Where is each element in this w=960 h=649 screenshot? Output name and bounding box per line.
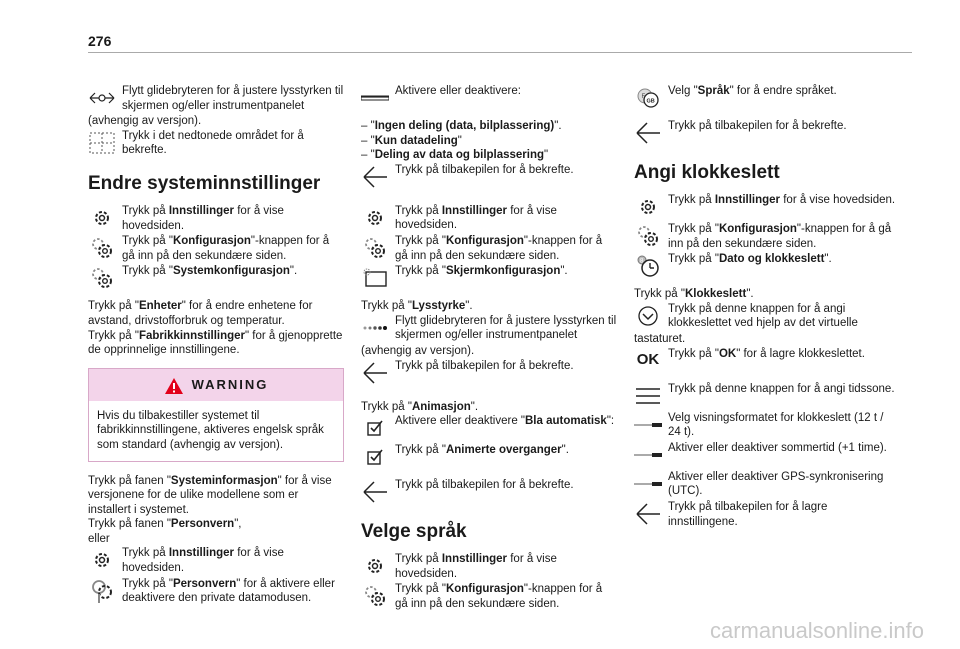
instruction-text: Trykk på tilbakepilen for å lagre innstillingene. [668,500,828,528]
list-item [361,552,617,581]
warning-triangle-icon [164,377,184,395]
section-heading: Endre systeminnstillinger [88,172,321,194]
list-item [361,314,617,343]
instruction-text: (avhengig av versjon). [88,115,202,128]
list-item [361,234,617,263]
paragraph: Trykk på "Animasjon". [361,400,479,413]
list-item [88,234,344,263]
watermark: carmanualsonline.info [709,618,924,644]
back-arrow-icon [361,163,389,191]
list-item [634,347,896,375]
top-rule [88,52,912,53]
paragraph: Trykk på "Fabrikkinnstillinger" for å gjenopprette de opprinnelige innstillingene. [88,329,343,357]
warning-title: WARNING [191,377,269,393]
instruction-text: Trykk på "Skjermkonfigurasjon". [395,265,568,278]
svg-text:8: 8 [640,258,644,265]
clock-icon [634,252,662,280]
list-item [634,441,896,469]
toggle-small-icon [634,411,662,439]
list-item [634,470,896,499]
paragraph: Trykk på fanen "Personvern", [88,518,242,531]
instruction-text: Trykk på "Konfigurasjon"-knappen for å gå inn på den sekundære siden. [395,234,603,262]
instruction-text: Trykk på Innstillinger for å vise hovedsiden. [395,553,557,580]
gears-icon [361,582,389,610]
paragraph: eller [88,532,110,545]
instruction-text: Trykk på Innstillinger for å vise hovedsiden. [122,547,284,575]
gears-icon [361,234,389,262]
dotted-grid-icon [88,129,116,157]
instruction-text: Trykk på tilbakepilen for å bekrefte. [668,120,847,132]
instruction-text: Trykk på tilbakepilen for å bekrefte. [395,163,574,176]
back-arrow-icon [634,500,662,528]
svg-text:F: F [641,94,646,100]
instruction-text: Trykk på "OK" for å lagre klokkeslettet. [668,347,865,360]
warning-box [88,368,344,462]
screen-icon [361,264,389,292]
warning-text: Hvis du tilbakestiller systemet til fabrikkinnstillingene, aktiveres engelsk språk som standard (avhengig av versjon). [89,401,343,461]
back-arrow-icon [361,478,389,506]
gear-icon [88,546,116,574]
privacy-icon [88,577,116,605]
gear-icon [361,204,389,232]
list-item [361,204,617,233]
list-item: – "Ingen deling (data, bilplassering)". [361,120,562,132]
instruction-text: Trykk på Innstillinger for å vise hovedsiden. [395,204,557,232]
gears-icon [634,222,662,250]
checkbox-icon [361,443,389,471]
back-arrow-icon [361,359,389,387]
paragraph: Trykk på "Lysstyrke". [361,300,473,313]
list-item [361,359,617,387]
slider-dots-icon [361,314,389,342]
list-item [361,478,617,506]
list-item [88,84,344,113]
checkbox-icon [361,414,389,442]
list-item [634,302,896,331]
back-arrow-icon [634,119,662,147]
instruction-text: Trykk på "Konfigurasjon"-knappen for å gå inn på den sekundære siden. [122,235,330,262]
list-item [88,577,344,606]
section-heading: Velge språk [361,521,467,543]
dash-list [361,119,617,163]
gears-icon [88,234,116,262]
list-item [361,84,617,112]
list-item [361,264,617,292]
svg-text:GB: GB [646,98,655,105]
instruction-text: Trykk på "Animerte overganger". [395,444,569,457]
gear-icon [88,204,116,232]
list-item [634,500,896,529]
instruction-text: Velg "Språk" for å endre språket. [668,85,837,97]
instruction-text: Trykk på "Systemkonfigurasjon". [122,265,298,278]
instruction-text: Velg visningsformatet for klokkeslett (12 t / 24 t). [668,411,884,439]
list-item [361,414,617,442]
instruction-text: Trykk på tilbakepilen for å bekrefte. [395,359,574,372]
column-1 [88,84,344,607]
instruction-text: Trykk på denne knappen for å angi klokkeslettet ved hjelp av det virtuelle [668,302,858,330]
list-item [634,119,896,147]
toggle-small-icon [634,441,662,469]
instruction-text: Trykk på Innstillinger for å vise hovedsiden. [122,204,284,232]
list-item [634,222,896,251]
instruction-text: Flytt glidebryteren for å justere lysstyrken til skjermen og/eller instrumentpanelet [395,314,617,342]
toggle-bar-icon [361,84,389,112]
list-item [634,411,896,440]
instruction-text: Aktiver eller deaktiver sommertid (+1 time). [668,441,887,454]
list-item: – "Kun datadeling" [361,134,462,147]
list-item [88,546,344,575]
list-item [634,193,896,221]
paragraph: (avhengig av versjon). [361,344,475,357]
list-item [88,129,344,158]
drag-arrows-icon [88,84,116,112]
instruction-text: Trykk på "Konfigurasjon"-knappen for å gå inn på den sekundære siden. [668,223,892,250]
list-item [634,84,896,112]
instruction-text: Trykk på "Dato og klokkeslett". [668,253,832,266]
language-icon [634,84,662,112]
paragraph: Trykk på "Klokkeslett". [634,288,754,301]
list-icon [634,382,662,410]
instruction-text: Aktiver eller deaktiver GPS-synkronisering (UTC). [668,470,884,498]
instruction-text: Aktivere eller deaktivere "Bla automatisk": [395,415,615,428]
ok-icon: OK [636,351,660,369]
chevron-circle-icon [634,302,662,330]
gear-icon [361,552,389,580]
list-item [361,582,617,611]
instruction-text: Trykk på Innstillinger for å vise hovedsiden. [668,194,896,206]
paragraph: tastaturet. [634,332,686,345]
list-item [634,252,896,280]
paragraph: Trykk på fanen "Systeminformasjon" for å vise versjonene for de ulike modellene som er installert i systemet. [88,474,332,516]
section-heading: Angi klokkeslett [634,162,780,183]
toggle-small-icon [634,470,662,498]
list-item [361,443,617,471]
column-3 [634,84,896,530]
list-item [361,163,617,191]
paragraph: Trykk på "Enheter" for å endre enhetene for avstand, drivstofforbruk og temperatur. [88,300,313,327]
instruction-text: Trykk på tilbakepilen for å bekrefte. [395,479,574,492]
list-item [88,204,344,233]
instruction-text: Trykk på "Konfigurasjon"-knappen for å gå inn på den sekundære siden. [395,583,603,610]
instruction-text: Flytt glidebryteren for å justere lysstyrken til skjermen og/eller instrumentpanelet [122,85,344,112]
warning-header [89,369,343,401]
instruction-text: Trykk i det nedtonede området for å bekrefte. [122,129,304,157]
list-item [88,264,344,292]
page-number: 276 [88,33,112,49]
instruction-text: Aktivere eller deaktivere: [395,85,521,97]
instruction-text: Trykk på "Personvern" for å aktivere eller deaktivere den private datamodusen. [122,577,335,605]
gear-icon [634,193,662,221]
instruction-text: Trykk på denne knappen for å angi tidssone. [668,382,895,395]
list-item: – "Deling av data og bilplassering" [361,149,549,162]
list-item [634,382,896,410]
gears-icon [88,264,116,292]
column-2 [361,84,617,613]
